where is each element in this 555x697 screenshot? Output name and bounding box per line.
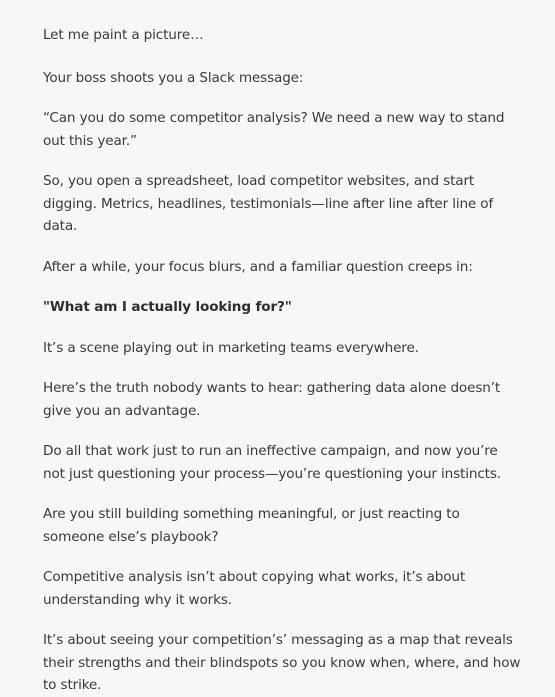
map-paragraph: It’s about seeing your competition’s’ messaging as a map that reveals their strengths and their blindspots so you know when, where, and how to strike. xyxy=(43,632,521,693)
truth-paragraph: Here’s the truth nobody wants to hear: gathering data alone doesn’t give you an advantage. xyxy=(43,380,501,419)
key-question-paragraph: "What am I actually looking for?" xyxy=(43,299,292,315)
focus-paragraph: After a while, your focus blurs, and a familiar question creeps in: xyxy=(43,258,473,275)
meaningful-paragraph: Are you still building something meaningful, or just reacting to someone else’s playbook? xyxy=(43,506,460,545)
campaign-paragraph: Do all that work just to run an ineffective campaign, and now you’re not just questioning your process—you’re questioning your instincts. xyxy=(43,443,501,482)
slack-message-paragraph: Your boss shoots you a Slack message: xyxy=(43,69,304,86)
spreadsheet-paragraph: So, you open a spreadsheet, load competitor websites, and start digging. Metrics, headlines, testimonials—line after line after line of data. xyxy=(43,173,494,234)
scene-paragraph: It’s a scene playing out in marketing teams everywhere. xyxy=(43,339,419,356)
analysis-paragraph: Competitive analysis isn’t about copying what works, it’s about understanding why it works. xyxy=(43,569,466,608)
intro-paragraph: Let me paint a picture… xyxy=(43,27,204,43)
quoted-request-paragraph: “Can you do some competitor analysis? We need a new way to stand out this year.” xyxy=(43,110,505,149)
